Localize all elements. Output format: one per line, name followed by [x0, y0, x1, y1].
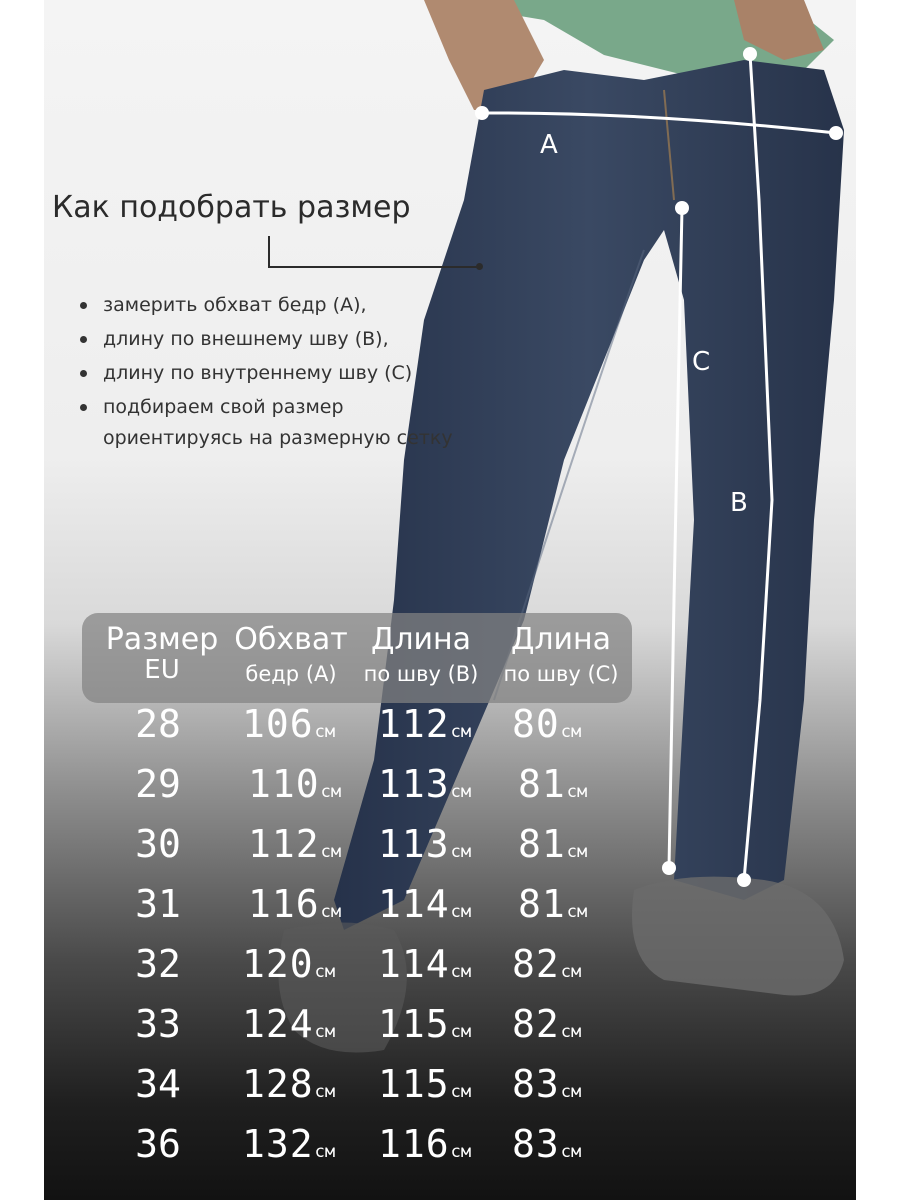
- title-underline-dot: [476, 263, 483, 270]
- table-row: [0, 1002, 900, 1062]
- inner-cell: 82см: [512, 942, 582, 986]
- outer-cell: 115см: [378, 1062, 472, 1106]
- hip-cell: 124см: [242, 1002, 336, 1046]
- header-outer-title: Длина: [370, 622, 472, 657]
- header-size-sub: EU: [144, 655, 180, 685]
- inner-cell: 81см: [518, 882, 588, 926]
- inner-cell: 80см: [512, 702, 582, 746]
- instruction-item: длину по внешнему шву (В),: [78, 322, 453, 356]
- outer-cell: 112см: [378, 702, 472, 746]
- outer-cell: 113см: [378, 822, 472, 866]
- instruction-item: подбираем свой размер ориентируясь на размерную сетку: [78, 390, 453, 454]
- header-outer: [356, 623, 486, 687]
- hip-cell: 120см: [242, 942, 336, 986]
- label-c: C: [692, 347, 711, 377]
- table-row: [0, 882, 900, 942]
- hip-cell: 106см: [242, 702, 336, 746]
- outer-cell: 115см: [378, 1002, 472, 1046]
- hip-cell: 132см: [242, 1122, 336, 1166]
- table-row: [0, 1122, 900, 1182]
- outer-cell: 114см: [378, 882, 472, 926]
- header-size: [92, 623, 232, 683]
- header-hip: [226, 623, 356, 687]
- size-cell: 33: [135, 1002, 181, 1046]
- hip-cell: 128см: [242, 1062, 336, 1106]
- size-cell: 31: [135, 882, 181, 926]
- outer-cell: 114см: [378, 942, 472, 986]
- table-row: [0, 822, 900, 882]
- table-row: [0, 762, 900, 822]
- header-inner: [496, 623, 626, 687]
- label-a: A: [540, 130, 558, 160]
- header-inner-title: Длина: [510, 622, 612, 657]
- size-cell: 36: [135, 1122, 181, 1166]
- header-inner-sub: по шву (С): [503, 662, 619, 686]
- table-row: [0, 942, 900, 1002]
- inner-cell: 81см: [518, 762, 588, 806]
- header-size-title: Размер: [105, 622, 219, 657]
- header-outer-sub: по шву (В): [363, 662, 479, 686]
- inner-cell: 83см: [512, 1122, 582, 1166]
- instruction-item: замерить обхват бедр (А),: [78, 288, 453, 322]
- size-cell: 29: [135, 762, 181, 806]
- instruction-list: [78, 288, 453, 454]
- outer-cell: 113см: [378, 762, 472, 806]
- inner-cell: 82см: [512, 1002, 582, 1046]
- table-row: [0, 1062, 900, 1122]
- inner-cell: 83см: [512, 1062, 582, 1106]
- label-b: B: [730, 488, 748, 518]
- hip-cell: 116см: [248, 882, 342, 926]
- page-title: Как подобрать размер: [52, 190, 411, 225]
- size-cell: 32: [135, 942, 181, 986]
- title-underline: [268, 236, 478, 268]
- instruction-item: длину по внутреннему шву (С): [78, 356, 453, 390]
- header-hip-sub: бедр (А): [245, 662, 337, 686]
- size-cell: 28: [135, 702, 181, 746]
- hip-cell: 110см: [248, 762, 342, 806]
- header-hip-title: Обхват: [234, 622, 348, 657]
- size-cell: 30: [135, 822, 181, 866]
- outer-cell: 116см: [378, 1122, 472, 1166]
- table-row: [0, 702, 900, 762]
- size-cell: 34: [135, 1062, 181, 1106]
- inner-cell: 81см: [518, 822, 588, 866]
- hip-cell: 112см: [248, 822, 342, 866]
